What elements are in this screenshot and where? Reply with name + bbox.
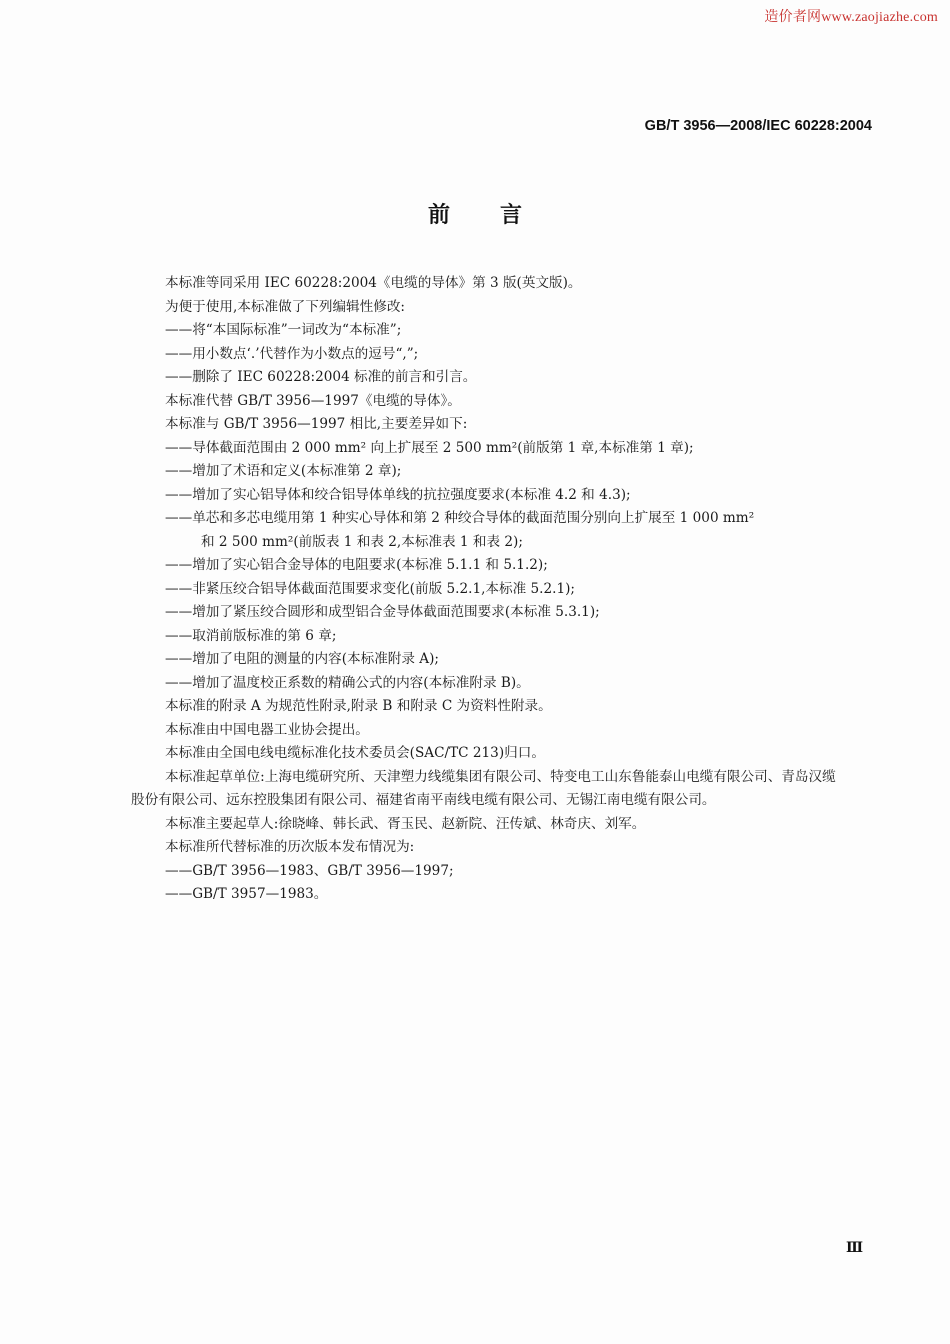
list-item-difference-8: ——取消前版标准的第 6 章;	[165, 627, 337, 644]
list-item-difference-6: ——非紧压绞合铝导体截面范围要求变化(前版 5.2.1,本标准 5.2.1);	[165, 580, 575, 597]
list-item-difference-3: ——增加了实心铝导体和绞合铝导体单线的抗拉强度要求(本标准 4.2 和 4.3);	[165, 486, 631, 503]
watermark-text: 造价者网www.zaojiazhe.com	[764, 10, 938, 25]
list-item-editorial-3: ——删除了 IEC 60228:2004 标准的前言和引言。	[165, 369, 477, 385]
list-item-difference-10: ——增加了温度校正系数的精确公式的内容(本标准附录 B)。	[165, 674, 530, 691]
list-item-difference-5: ——增加了实心铝合金导体的电阻要求(本标准 5.1.1 和 5.1.2);	[165, 557, 548, 573]
list-item-difference-9: ——增加了电阻的测量的内容(本标准附录 A);	[165, 651, 440, 667]
page-number: Ⅲ	[846, 1241, 864, 1256]
paragraph-annexes: 本标准的附录 A 为规范性附录,附录 B 和附录 C 为资料性附录。	[165, 698, 552, 714]
paragraph-administered-by: 本标准由全国电线电缆标准化技术委员会(SAC/TC 213)归口。	[165, 745, 545, 761]
paragraph-differences-intro: 本标准与 GB/T 3956—1997 相比,主要差异如下:	[165, 416, 468, 432]
foreword-body	[131, 272, 870, 907]
list-item-difference-2: ——增加了术语和定义(本标准第 2 章);	[165, 463, 402, 479]
list-item-history-2: ——GB/T 3957—1983。	[165, 886, 328, 902]
paragraph-history-intro: 本标准所代替标准的历次版本发布情况为:	[165, 839, 415, 855]
list-item-editorial-2: ——用小数点‘.’代替作为小数点的逗号“,”;	[165, 345, 419, 362]
list-item-difference-1: ——导体截面范围由 2 000 mm² 向上扩展至 2 500 mm²(前版第 1 章,本标准第 1 章);	[165, 439, 694, 456]
paragraph-proposed-by: 本标准由中国电器工业协会提出。	[165, 721, 369, 738]
list-item-history-1: ——GB/T 3956—1983、GB/T 3956—1997;	[165, 862, 454, 879]
paragraph-adoption: 本标准等同采用 IEC 60228:2004《电缆的导体》第 3 版(英文版)。	[165, 275, 582, 291]
paragraph-drafting-units: 本标准起草单位:上海电缆研究所、天津塑力线缆集团有限公司、特变电工山东鲁能泰山电缆有限公司、青岛汉缆股份有限公司、远东控股集团有限公司、福建省南平南线电缆有限公司、无锡江南电缆有限公司。	[131, 768, 836, 808]
paragraph-editorial-intro: 为便于使用,本标准做了下列编辑性修改:	[165, 298, 405, 315]
list-item-difference-4: ——单芯和多芯电缆用第 1 种实心导体和第 2 种绞合导体的截面范围分别向上扩展至 1 000 mm²	[165, 510, 755, 526]
list-item-difference-7: ——增加了紧压绞合圆形和成型铝合金导体截面范围要求(本标准 5.3.1);	[165, 604, 600, 620]
page-title: 前言	[427, 203, 572, 228]
paragraph-replaces: 本标准代替 GB/T 3956—1997《电缆的导体》。	[165, 392, 461, 409]
standard-code: GB/T 3956—2008/IEC 60228:2004	[644, 118, 872, 134]
list-item-difference-4-continued: 和 2 500 mm²(前版表 1 和表 2,本标准表 1 和表 2);	[201, 533, 523, 550]
paragraph-drafters: 本标准主要起草人:徐晓峰、韩长武、胥玉民、赵新院、汪传斌、林奇庆、刘军。	[165, 815, 646, 832]
list-item-editorial-1: ——将“本国际标准”一词改为“本标准”;	[165, 322, 402, 338]
